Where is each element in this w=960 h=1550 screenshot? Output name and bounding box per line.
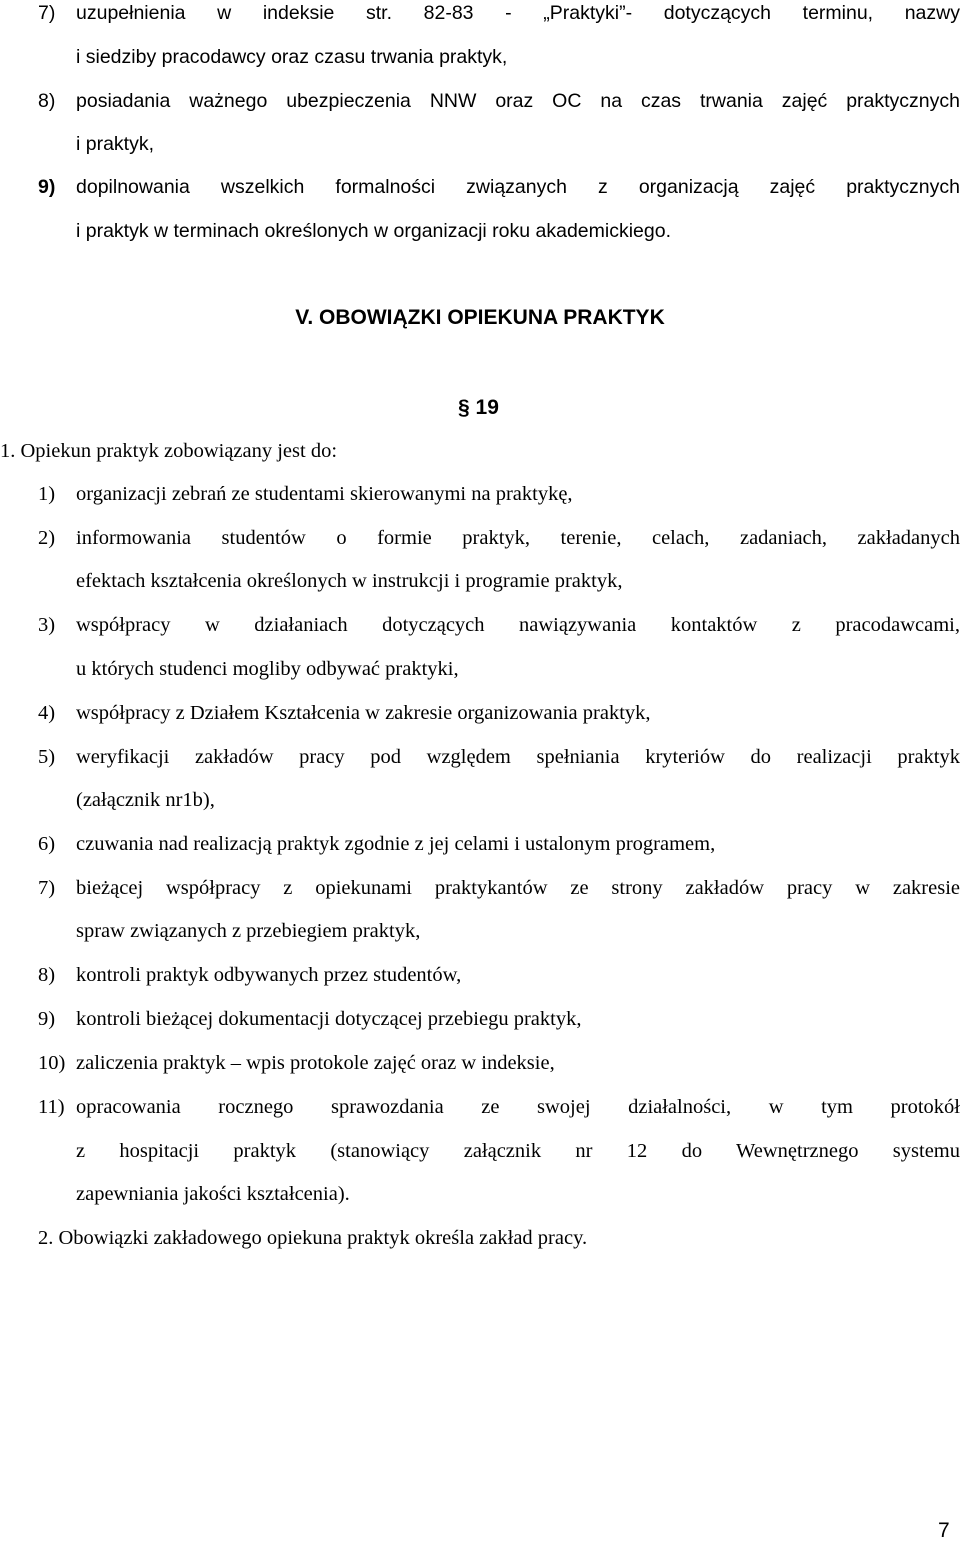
- list-item-number: 7): [38, 2, 56, 24]
- list-item-number: 10): [38, 1052, 66, 1074]
- list-item-number: 8): [38, 964, 56, 986]
- list-item-text: posiadania ważnego ubezpieczenia NNW oraz OC na czas trwania zajęć praktycznych: [76, 90, 960, 112]
- list-item-text: informowania studentów o formie praktyk, terenie, celach, zadaniach, zakładanych: [76, 527, 960, 549]
- list-item-number: 7): [38, 877, 56, 899]
- list-item-number: 9): [38, 176, 56, 198]
- list-item-text: dopilnowania wszelkich formalności związanych z organizacją zajęć praktycznych: [76, 176, 960, 198]
- list-item-text: weryfikacji zakładów pracy pod względem spełniania kryteriów do realizacji praktyk: [76, 746, 960, 768]
- list-item-text: współpracy z Działem Kształcenia w zakresie organizowania praktyk,: [76, 702, 651, 724]
- list-item-text: czuwania nad realizacją praktyk zgodnie z jej celami i ustalonym programem,: [76, 833, 716, 855]
- list-item-number: 6): [38, 833, 56, 855]
- list-item-text: uzupełnienia w indeksie str. 82-83 - „Praktyki”- dotyczących terminu, nazwy: [76, 2, 960, 24]
- list-item-text: współpracy w działaniach dotyczących nawiązywania kontaktów z pracodawcami,: [76, 614, 960, 636]
- section-heading: V. OBOWIĄZKI OPIEKUNA PRAKTYK: [295, 306, 665, 329]
- list-item-number: 8): [38, 90, 56, 112]
- list-item-text: organizacji zebrań ze studentami skierowanymi na praktykę,: [76, 483, 573, 505]
- list-item-number: 2): [38, 527, 56, 549]
- list-item-number: 4): [38, 702, 56, 724]
- list-item-number: 5): [38, 746, 56, 768]
- list-item-text: bieżącej współpracy z opiekunami praktykantów ze strony zakładów pracy w zakresie: [76, 877, 960, 899]
- list-item-number: 11): [38, 1096, 65, 1118]
- page-number: 7: [938, 1519, 950, 1542]
- list-item-text: opracowania rocznego sprawozdania ze swojej działalności, w tym protokół: [76, 1096, 960, 1118]
- list-item-number: 9): [38, 1008, 56, 1030]
- list-item-text: kontroli bieżącej dokumentacji dotyczącej przebiegu praktyk,: [76, 1008, 582, 1030]
- list-item-text: zaliczenia praktyk – wpis protokole zajęć oraz w indeksie,: [76, 1052, 555, 1074]
- list-item-number: 3): [38, 614, 56, 636]
- list-item-number: 1): [38, 483, 56, 505]
- paragraph-mark: § 19: [458, 396, 499, 419]
- list-item-text: kontroli praktyk odbywanych przez studentów,: [76, 964, 462, 986]
